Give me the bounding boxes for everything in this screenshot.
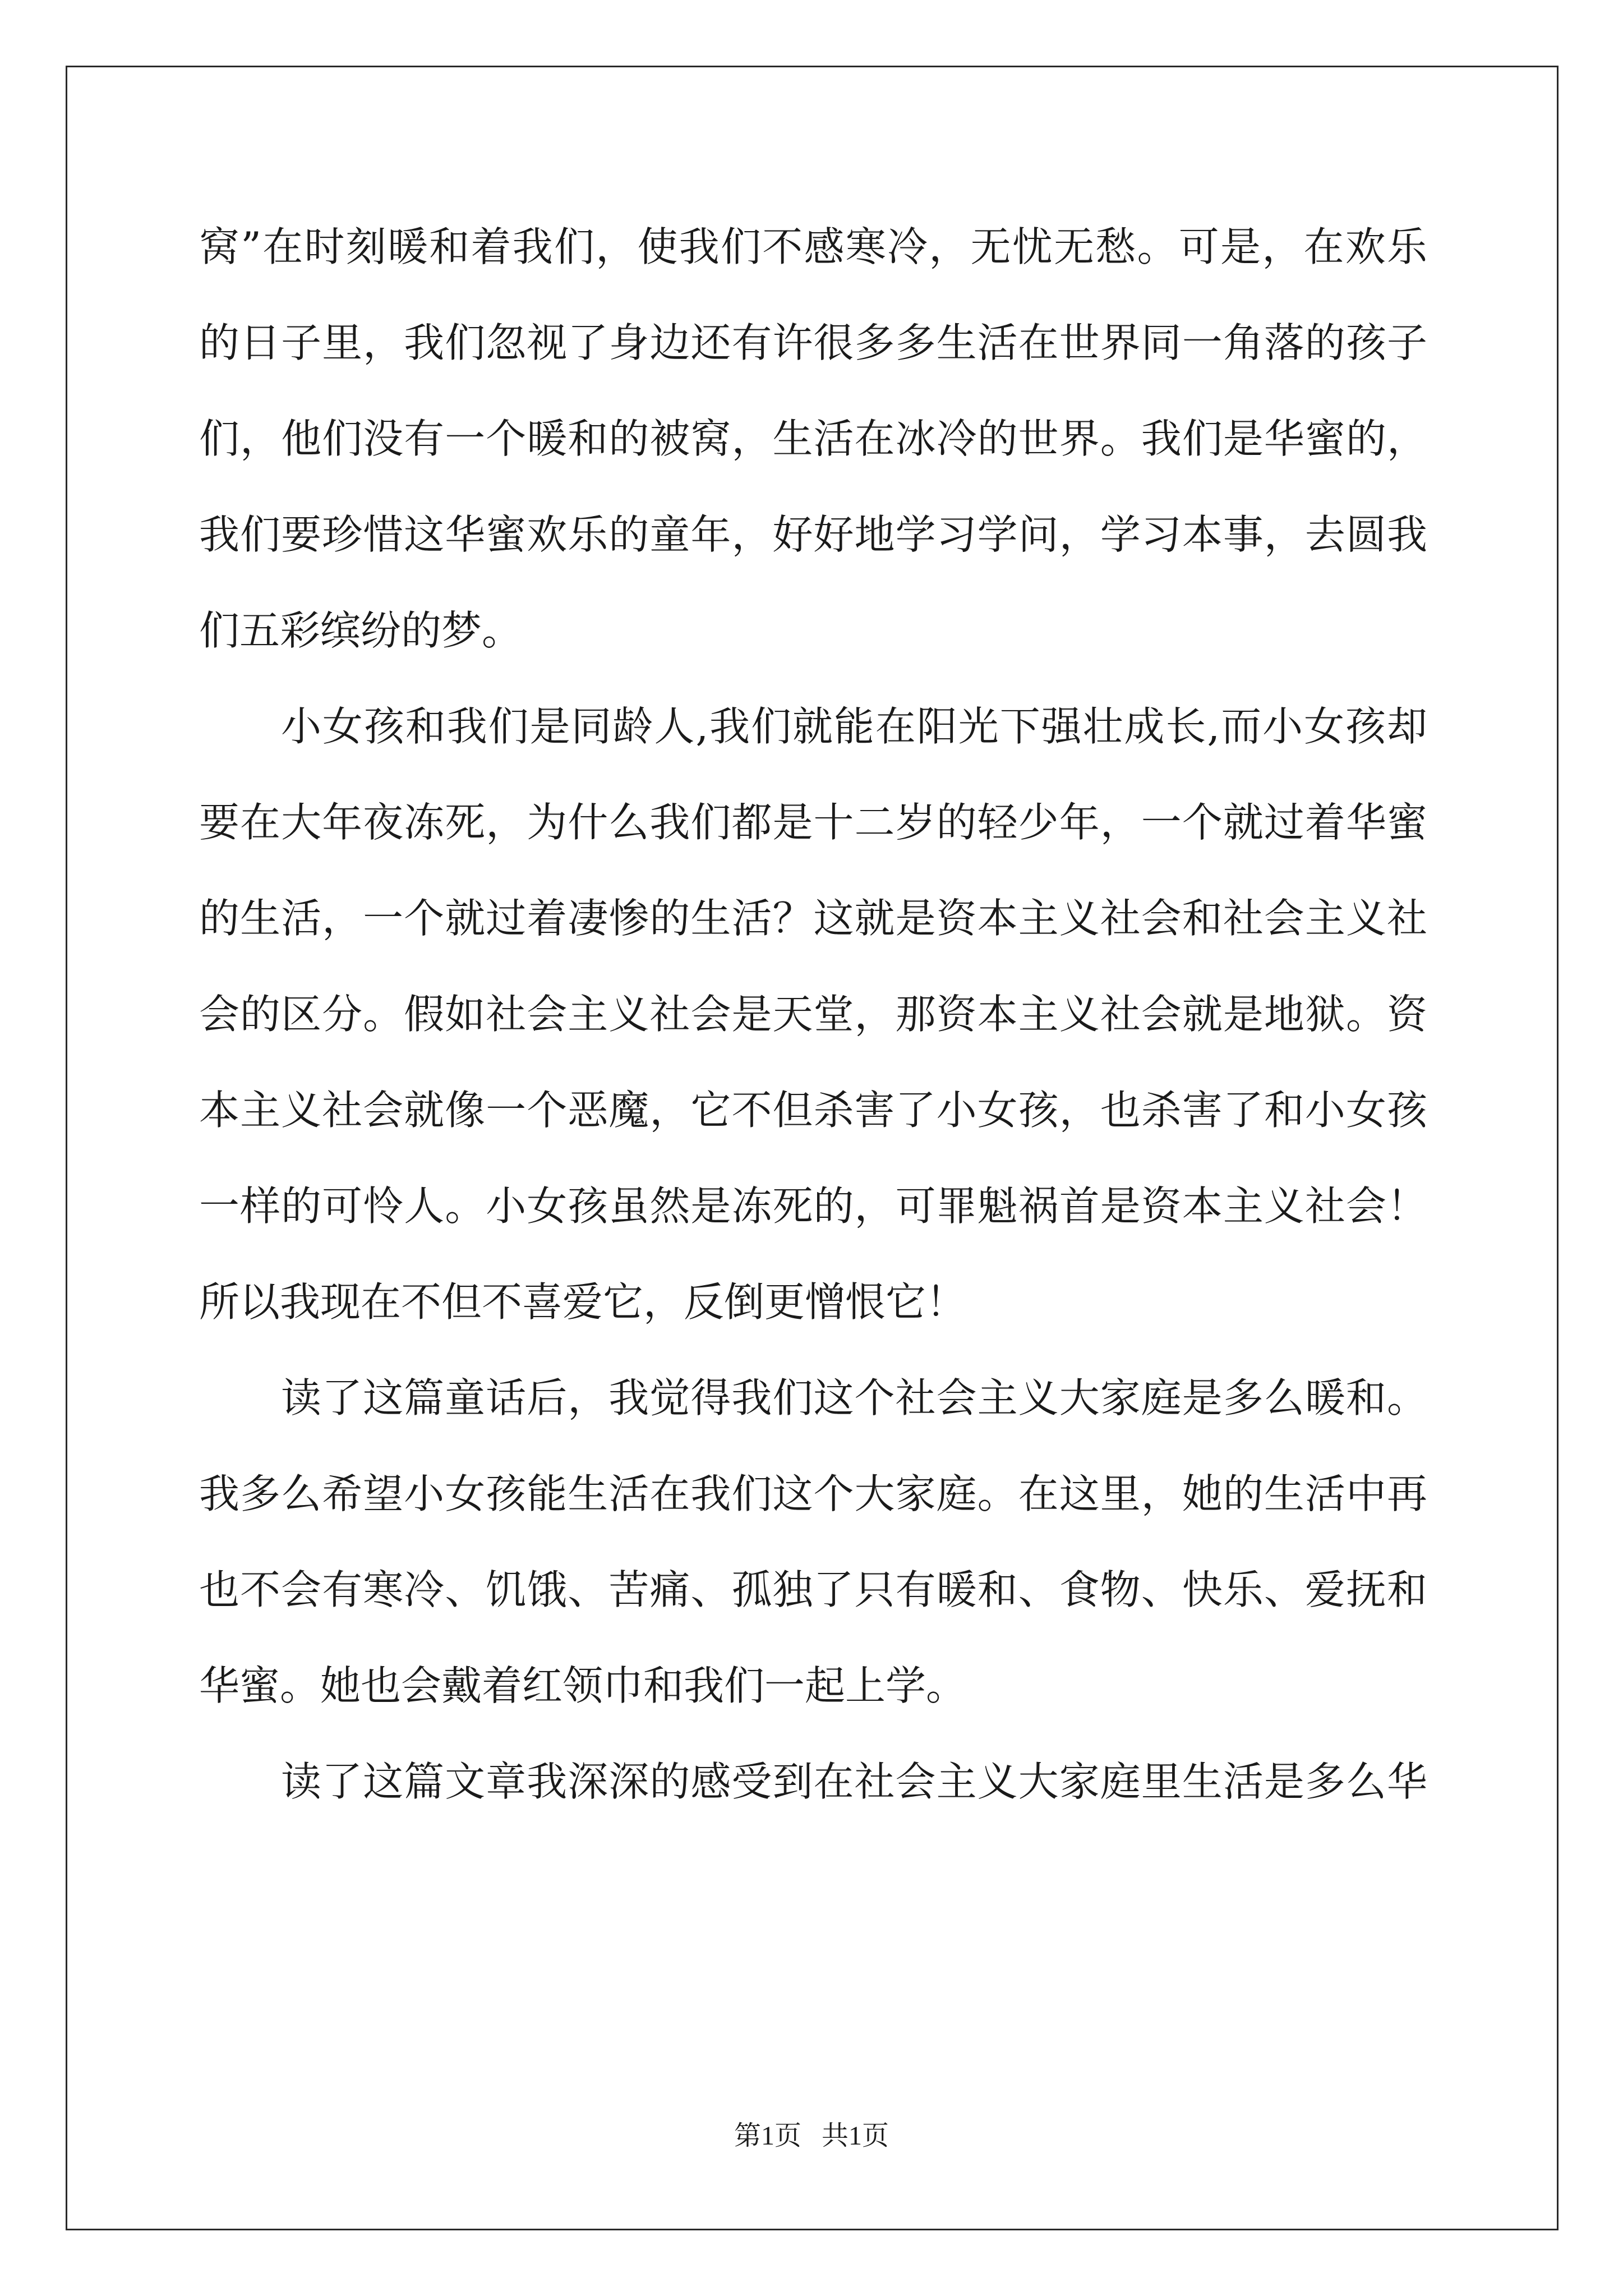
text-line: 窝”在时刻暖和着我们，使我们不感寒冷，无忧无愁。可是，在欢乐 <box>199 223 1427 270</box>
text-line: 们，他们没有一个暖和的被窝，生活在冰冷的世界。我们是华蜜的， <box>199 415 1427 462</box>
text-line: 要在大年夜冻死，为什么我们都是十二岁的轻少年，一个就过着华蜜 <box>199 799 1427 846</box>
page-number: 第1页 共1页 <box>734 2121 889 2151</box>
text-line: 华蜜。她也会戴着红领巾和我们一起上学。 <box>199 1662 967 1709</box>
text-line: 我多么希望小女孩能生活在我们这个大家庭。在这里，她的生活中再 <box>199 1470 1427 1517</box>
text-line: 所以我现在不但不喜爱它，反倒更憎恨它！ <box>199 1278 967 1326</box>
text-line: 本主义社会就像一个恶魔，它不但杀害了小女孩，也杀害了和小女孩 <box>199 1087 1427 1134</box>
text-line: 会的区分。假如社会主义社会是天堂，那资本主义社会就是地狱。资 <box>199 991 1427 1038</box>
text-line: 一样的可怜人。小女孩虽然是冻死的，可罪魁祸首是资本主义社会！ <box>199 1182 1427 1230</box>
text-line: 的日子里，我们忽视了身边还有许很多多生活在世界同一角落的孩子 <box>199 319 1427 366</box>
text-line: 我们要珍惜这华蜜欢乐的童年，好好地学习学问，学习本事，去圆我 <box>199 511 1427 558</box>
text-line: 也不会有寒冷、饥饿、苦痛、孤独了只有暖和、食物、快乐、爱抚和 <box>199 1566 1427 1613</box>
text-line: 读了这篇文章我深深的感受到在社会主义大家庭里生活是多么华 <box>281 1758 1427 1805</box>
text-line: 小女孩和我们是同龄人,我们就能在阳光下强壮成长,而小女孩却 <box>281 703 1427 750</box>
page-footer <box>0 2114 1623 2152</box>
document-body <box>199 216 1427 1847</box>
text-line: 的生活，一个就过着凄惨的生活？这就是资本主义社会和社会主义社 <box>199 895 1427 942</box>
text-line: 们五彩缤纷的梦。 <box>199 607 523 654</box>
text-line: 读了这篇童话后，我觉得我们这个社会主义大家庭是多么暖和。 <box>281 1374 1427 1421</box>
